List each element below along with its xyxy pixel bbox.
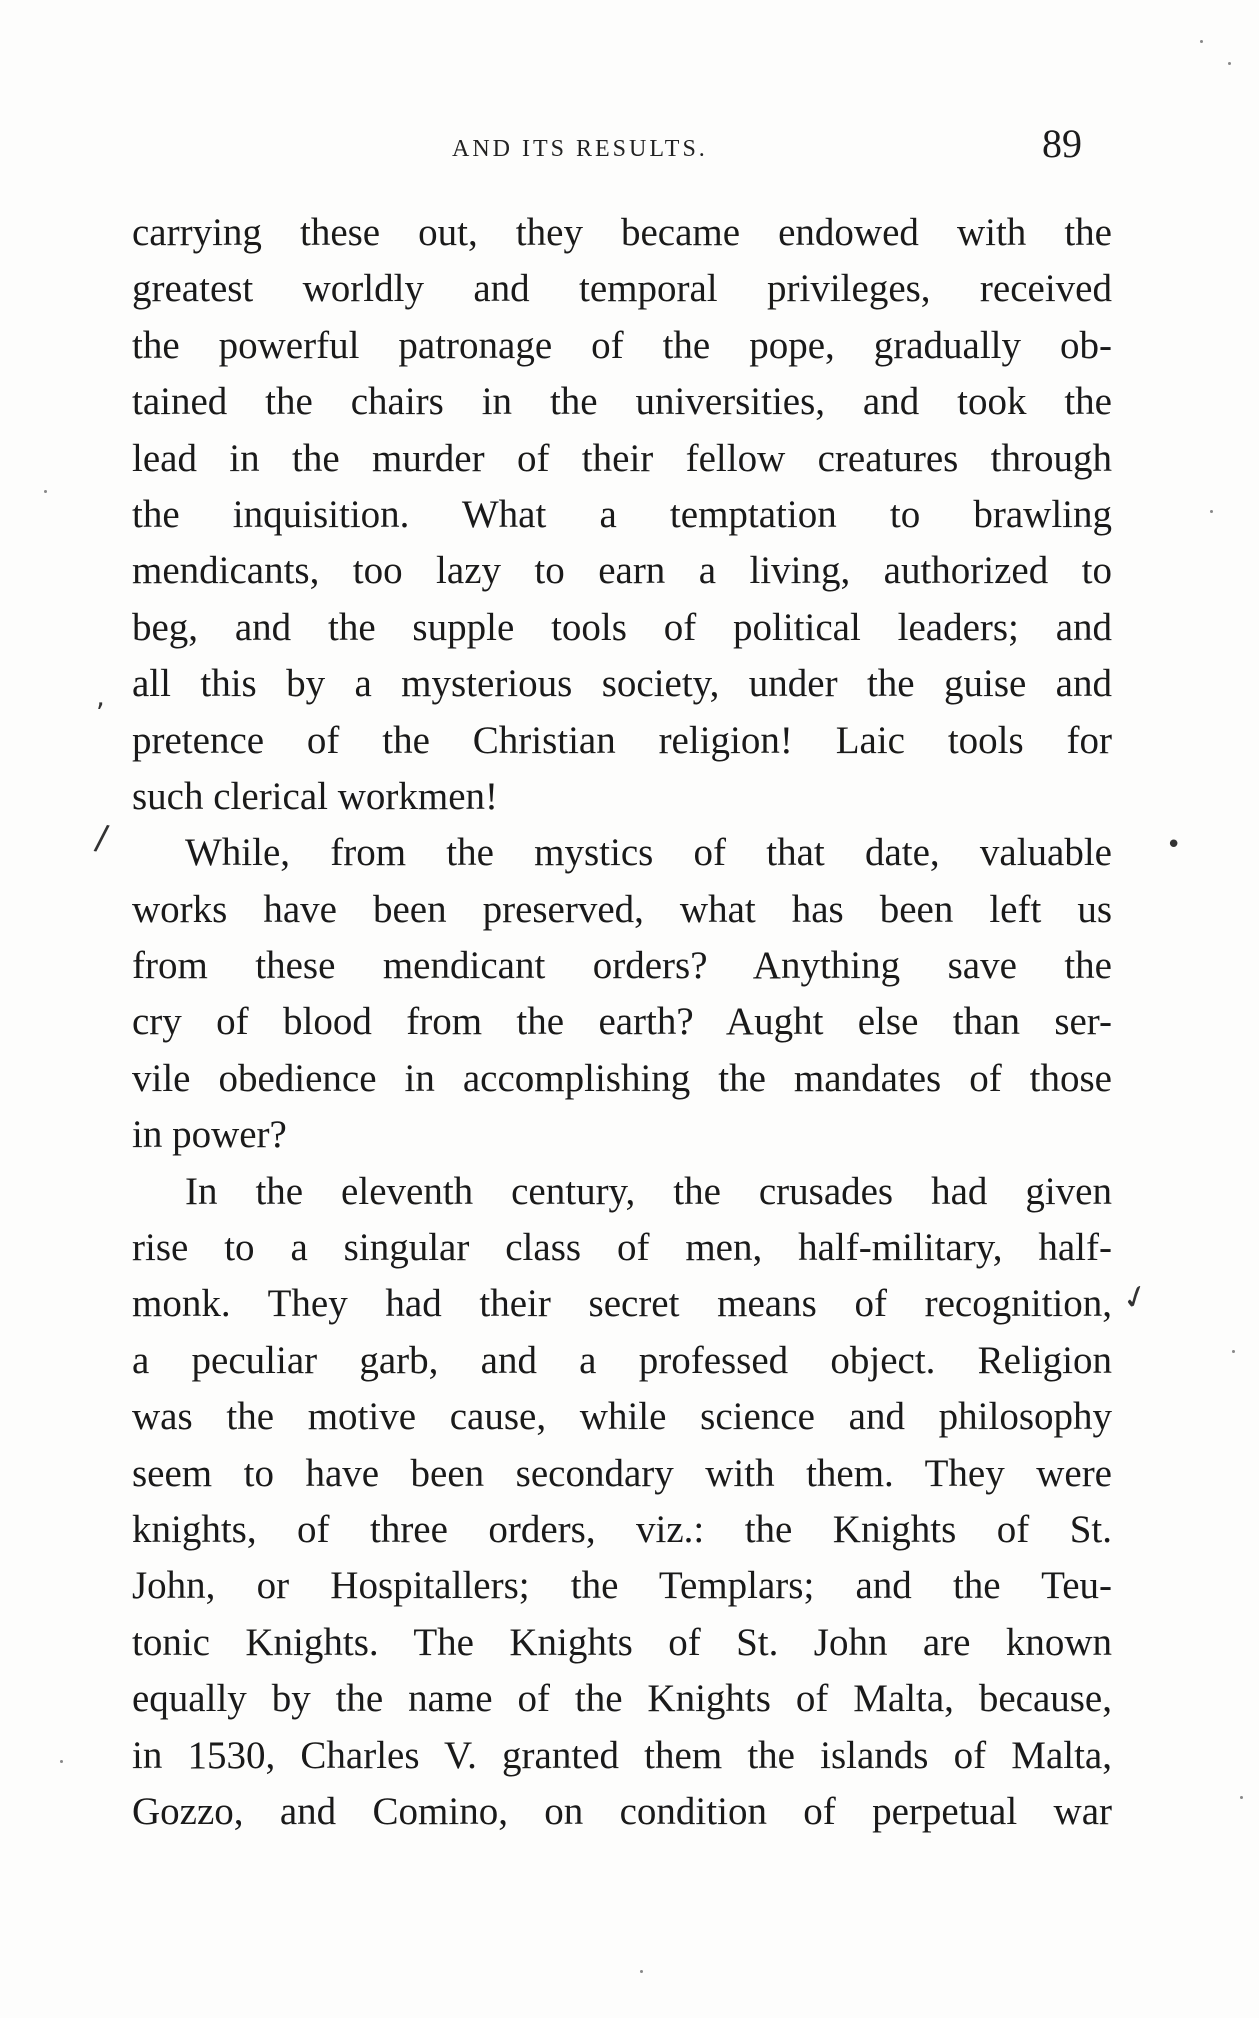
text-line: greatest worldly and temporal privileges, received: [132, 267, 1112, 311]
scan-speck: [1228, 62, 1231, 65]
scan-speck: [640, 1970, 643, 1973]
margin-slash-mark: /: [92, 817, 111, 859]
paragraph-first-line: In the eleventh century, the crusades had given: [185, 1169, 1112, 1213]
scan-speck: [44, 490, 47, 493]
running-title: AND ITS RESULTS.: [452, 136, 708, 162]
text-line: tonic Knights. The Knights of St. John are known: [132, 1620, 1112, 1664]
text-line: in 1530, Charles V. granted them the islands of Malta,: [132, 1733, 1112, 1777]
page-number: 89: [1042, 121, 1082, 166]
text-line: carrying these out, they became endowed with the: [132, 211, 1112, 254]
text-line: pretence of the Christian religion! Laic tools for: [132, 718, 1112, 762]
scan-speck: [1200, 40, 1203, 43]
text-line: vile obedience in accomplishing the mandates of those: [132, 1056, 1112, 1100]
text-line: the inquisition. What a temptation to brawling: [132, 492, 1112, 536]
text-line: seem to have been secondary with them. They were: [132, 1451, 1112, 1495]
text-line: mendicants, too lazy to earn a living, authorized to: [132, 549, 1112, 593]
scan-speck: [1210, 510, 1213, 513]
text-line: monk. They had their secret means of recognition,: [132, 1282, 1112, 1326]
text-line: Gozzo, and Comino, on condition of perpetual war: [132, 1789, 1112, 1833]
text-line: works have been preserved, what has been left us: [132, 887, 1112, 931]
margin-dot-mark: •: [1166, 830, 1182, 860]
margin-comma-mark: ,: [96, 680, 105, 713]
scan-speck: [1232, 1350, 1235, 1353]
scan-speck: [60, 1760, 63, 1763]
scan-speck: [1240, 1796, 1243, 1799]
text-line: from these mendicant orders? Anything save the: [132, 944, 1112, 988]
paragraph-first-line: While, from the mystics of that date, valuable: [185, 831, 1112, 875]
text-line: knights, of three orders, viz.: the Knights of St.: [132, 1507, 1112, 1551]
margin-check-mark: ✓: [1116, 1274, 1155, 1320]
running-head: [0, 118, 1259, 178]
text-line: lead in the murder of their fellow creatures through: [132, 436, 1112, 480]
text-line: a peculiar garb, and a professed object. Religion: [132, 1338, 1112, 1382]
text-line: such clerical workmen!: [132, 774, 499, 818]
text-line: John, or Hospitallers; the Templars; and the Teu-: [132, 1564, 1112, 1608]
text-line: cry of blood from the earth? Aught else than ser-: [132, 1000, 1112, 1044]
text-line: tained the chairs in the universities, and took the: [132, 380, 1112, 424]
text-line: the powerful patronage of the pope, gradually ob-: [132, 323, 1112, 367]
text-line: was the motive cause, while science and philosophy: [132, 1395, 1112, 1439]
text-line: rise to a singular class of men, half-military, half-: [132, 1226, 1112, 1270]
body-text: [132, 205, 1112, 1840]
text-line: beg, and the supple tools of political leaders; and: [132, 605, 1112, 649]
text-line: equally by the name of the Knights of Malta, because,: [132, 1677, 1112, 1721]
text-line: all this by a mysterious society, under the guise and: [132, 662, 1112, 706]
text-line: in power?: [132, 1113, 287, 1157]
